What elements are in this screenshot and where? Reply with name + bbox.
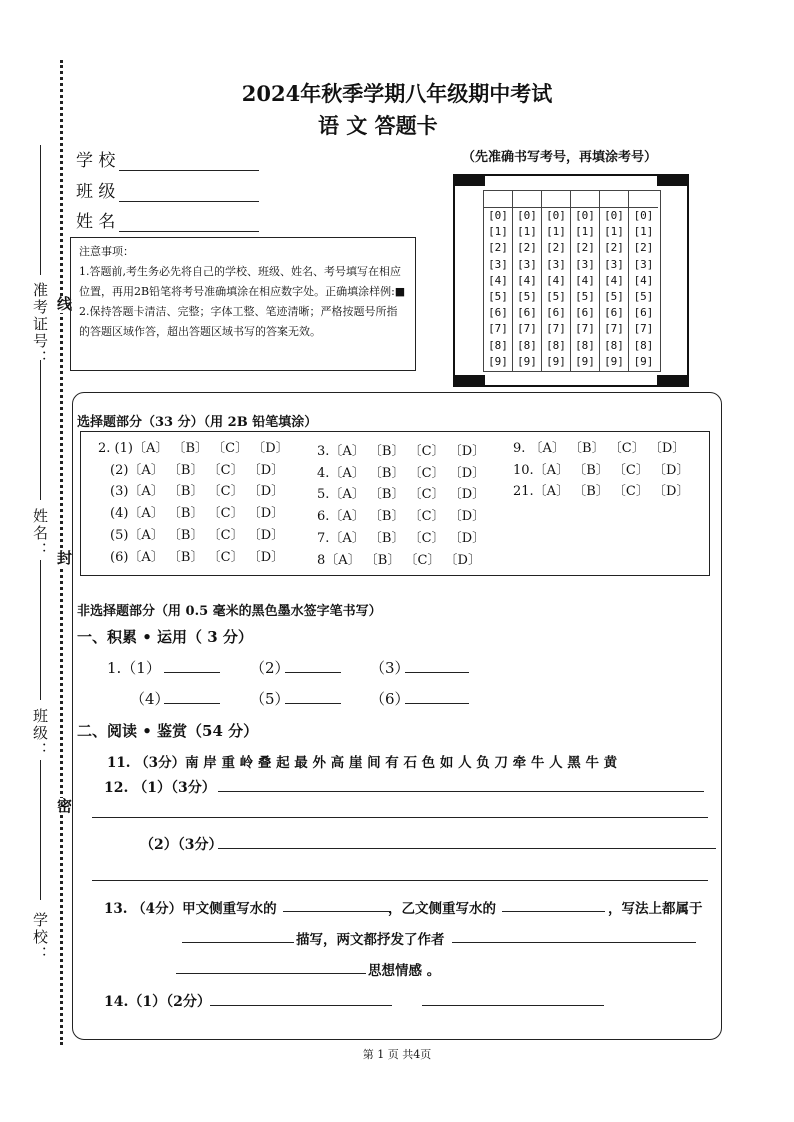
choice-question-row[interactable]: 6.〔A〕 〔B〕 〔C〕 〔D〕 [317, 509, 486, 525]
sidebar-exam-no: 准考证号： [31, 282, 49, 367]
id-digit-bubble[interactable]: [9] [517, 354, 537, 368]
id-digit-bubble[interactable]: [6] [488, 306, 508, 320]
id-digit-bubble[interactable]: [2] [517, 241, 537, 255]
seal-char-feng: 封 [55, 550, 73, 567]
q12-2-blank-a[interactable] [218, 848, 716, 849]
q12-2-blank-b[interactable] [92, 880, 708, 881]
choice-question-row[interactable]: 3.〔A〕 〔B〕 〔C〕 〔D〕 [317, 444, 486, 459]
id-digit-bubble[interactable]: [6] [604, 306, 624, 320]
id-digit-bubble[interactable]: [0] [517, 209, 537, 222]
id-digit-bubble[interactable]: [0] [488, 209, 508, 222]
q12-1-blank-b[interactable] [92, 817, 708, 818]
choice-question-row[interactable]: 4.〔A〕 〔B〕 〔C〕 〔D〕 [317, 465, 486, 481]
id-digit-bubble[interactable]: [5] [488, 289, 508, 303]
q1-1-blank[interactable] [164, 672, 220, 673]
id-digit-bubble[interactable]: [7] [488, 322, 508, 336]
id-digit-bubble[interactable]: [6] [575, 306, 595, 320]
notice-title: 注意事项： [79, 245, 134, 258]
id-digit-bubble[interactable]: [1] [633, 225, 654, 239]
id-column[interactable] [484, 191, 513, 371]
id-digit-bubble[interactable]: [9] [575, 354, 595, 368]
id-digit-bubble[interactable]: [4] [488, 273, 508, 287]
sidebar-school: 学校： [31, 912, 49, 963]
id-digit-bubble[interactable]: [7] [546, 322, 566, 336]
exam-id-grid [453, 174, 689, 387]
choice-question-row[interactable]: 9. 〔A〕 〔B〕 〔C〕 〔D〕 [513, 441, 686, 456]
q13-blank-1[interactable] [283, 911, 391, 912]
choice-question-row[interactable]: 21.〔A〕 〔B〕 〔C〕 〔D〕 [513, 484, 690, 500]
id-digit-bubble[interactable]: [3] [633, 257, 654, 271]
class-field[interactable] [76, 177, 259, 202]
q1-4-label: （4） [130, 690, 170, 708]
choice-question-row[interactable]: (5)〔A〕 〔B〕 〔C〕 〔D〕 [110, 527, 285, 543]
q14-blank-2[interactable] [422, 1005, 604, 1006]
id-digit-bubble[interactable]: [0] [604, 209, 624, 222]
notice-box [70, 237, 416, 371]
school-field[interactable] [76, 146, 259, 171]
id-digit-bubble[interactable]: [3] [575, 257, 595, 271]
id-digit-bubble[interactable]: [8] [633, 338, 654, 352]
q1-1-label: 1.（1） [107, 659, 161, 677]
choice-question-row[interactable]: (4)〔A〕 〔B〕 〔C〕 〔D〕 [110, 506, 285, 522]
id-column[interactable] [629, 191, 658, 371]
q1-2-blank[interactable] [285, 672, 341, 673]
id-digit-bubble[interactable]: [5] [517, 289, 537, 303]
id-digit-bubble[interactable]: [8] [517, 338, 537, 352]
q1-6-blank[interactable] [405, 703, 469, 704]
seal-char-mi: 密 [55, 798, 73, 815]
id-digit-bubble[interactable]: [0] [546, 209, 566, 222]
q12-1-blank-a[interactable] [218, 791, 704, 792]
id-digit-bubble[interactable]: [4] [575, 273, 595, 287]
corner-mark-bl [455, 375, 485, 385]
page-title: 2024年秋季学期八年级期中考试 [241, 81, 553, 106]
q13-part-d: 描写，两文都抒发了作者 [296, 932, 445, 948]
id-digit-bubble[interactable]: [3] [517, 257, 537, 271]
school-line [40, 760, 41, 900]
id-column[interactable] [571, 191, 600, 371]
choice-question-row[interactable]: 5.〔A〕 〔B〕 〔C〕 〔D〕 [317, 487, 486, 503]
choice-question-row[interactable]: 8〔A〕 〔B〕 〔C〕 〔D〕 [317, 552, 481, 568]
id-digit-bubble[interactable]: [7] [517, 322, 537, 336]
notice-item-2: 2.保持答题卡清洁、完整；字体工整、笔迹清晰；严格按题号所指的答题区域作答，超出答题区域书写的答案无效。 [79, 305, 398, 338]
section-1-title: 一、积累 • 运用（ 3 分） [77, 628, 253, 646]
q13-part-b: ，乙文侧重写水的 [388, 901, 496, 917]
q12-1-label: 12. （1）（3分） [104, 780, 216, 796]
id-digit-bubble[interactable]: [8] [488, 338, 508, 352]
id-column[interactable] [542, 191, 571, 371]
seal-char-line: 线 [55, 296, 73, 313]
id-digit-bubble[interactable]: [1] [488, 225, 508, 239]
id-digit-bubble[interactable]: [2] [575, 241, 595, 255]
q1-3-blank[interactable] [405, 672, 469, 673]
choice-heading: 选择题部分（33 分）（用 2B 铅笔填涂） [77, 415, 318, 430]
id-digit-bubble[interactable]: [9] [633, 354, 654, 368]
choice-question-row[interactable]: (6)〔A〕 〔B〕 〔C〕 〔D〕 [110, 549, 285, 565]
notice-item-1: 1.答题前,考生务必先将自己的学校、班级、姓名、考号填写在相应位置，再用2B铅笔将考号准确填涂在相应数字处。正确填涂样例:■ [79, 265, 406, 298]
id-digit-bubble[interactable]: [2] [488, 241, 508, 255]
id-digit-bubble[interactable]: [0] [633, 209, 654, 222]
class-label: 班 级 [76, 182, 116, 202]
corner-mark-br [657, 375, 687, 385]
q12-2-label: （2）（3分） [140, 837, 223, 853]
q1-6-label: （6） [370, 690, 410, 708]
id-digit-bubble[interactable]: [2] [633, 241, 654, 255]
q13-part-e: 思想情感 。 [368, 963, 441, 979]
id-digit-bubble[interactable]: [7] [575, 322, 595, 336]
section-2-title: 二、阅读 • 鉴赏（54 分） [77, 722, 259, 740]
q14-blank-1[interactable] [210, 1005, 392, 1006]
q13-blank-5[interactable] [176, 973, 366, 974]
id-digit-bubble[interactable]: [0] [575, 209, 595, 222]
exam-no-line [40, 145, 41, 275]
id-digit-bubble[interactable]: [5] [546, 289, 566, 303]
id-digit-bubble[interactable]: [4] [633, 273, 654, 287]
q1-2-label: （2） [250, 659, 290, 677]
page-subtitle: 语 文 答题卡 [318, 113, 438, 138]
sidebar-name: 姓名： [31, 508, 49, 559]
id-digit-bubble[interactable]: [9] [546, 354, 566, 368]
q11-text: 11. （3分）南 岸 重 岭 叠 起 最 外 高 崖 间 有 石 色 如 人 负 刀 牵 牛 人 黑 牛 黄 [107, 755, 618, 771]
corner-mark-tr [657, 176, 687, 186]
q13-blank-2[interactable] [502, 911, 605, 912]
id-digit-bubble[interactable]: [1] [546, 225, 566, 239]
q13-part-a: 13. （4分）甲文侧重写水的 [104, 901, 277, 917]
q13-blank-4[interactable] [452, 942, 696, 943]
id-digit-grid[interactable] [483, 190, 661, 372]
id-digit-bubble[interactable]: [1] [517, 225, 537, 239]
id-column[interactable] [513, 191, 542, 371]
id-digit-bubble[interactable]: [4] [604, 273, 624, 287]
corner-mark-tl [455, 176, 485, 186]
id-digit-bubble[interactable]: [6] [517, 306, 537, 320]
q1-4-blank[interactable] [164, 703, 220, 704]
id-digit-bubble[interactable]: [1] [575, 225, 595, 239]
id-digit-bubble[interactable]: [7] [633, 322, 654, 336]
q1-3-label: （3） [370, 659, 410, 677]
id-digit-bubble[interactable]: [1] [604, 225, 624, 239]
nonchoice-heading: 非选择题部分（用 0.5 毫米的黑色墨水签字笔书写） [77, 604, 382, 619]
id-digit-bubble[interactable]: [9] [604, 354, 624, 368]
q14-label: 14.（1）（2分） [104, 994, 211, 1010]
class-line [40, 560, 41, 700]
q1-5-blank[interactable] [285, 703, 341, 704]
choice-question-row[interactable]: 10.〔A〕 〔B〕 〔C〕 〔D〕 [513, 462, 690, 478]
choice-question-row[interactable]: (2)〔A〕 〔B〕 〔C〕 〔D〕 [110, 462, 285, 478]
id-digit-bubble[interactable]: [2] [604, 241, 624, 255]
id-digit-bubble[interactable]: [2] [546, 241, 566, 255]
id-digit-bubble[interactable]: [5] [575, 289, 595, 303]
id-digit-bubble[interactable]: [8] [575, 338, 595, 352]
school-label: 学 校 [76, 151, 116, 171]
id-digit-bubble[interactable]: [6] [546, 306, 566, 320]
id-digit-bubble[interactable]: [5] [633, 289, 654, 303]
name-line [40, 360, 41, 500]
page-footer: 第 1 页 共4页 [362, 1048, 432, 1061]
id-instruction: （先准确书写考号，再填涂考号） [462, 150, 658, 165]
name-label: 姓 名 [76, 212, 116, 232]
id-digit-bubble[interactable]: [8] [546, 338, 566, 352]
name-field[interactable] [76, 207, 259, 232]
id-digit-bubble[interactable]: [4] [546, 273, 566, 287]
id-digit-bubble[interactable]: [7] [604, 322, 624, 336]
q1-5-label: （5） [250, 690, 290, 708]
q13-blank-3[interactable] [182, 942, 294, 943]
id-digit-bubble[interactable]: [3] [604, 257, 624, 271]
sidebar-class: 班级： [31, 708, 49, 759]
id-digit-bubble[interactable]: [6] [633, 306, 654, 320]
choice-question-row[interactable]: (3)〔A〕 〔B〕 〔C〕 〔D〕 [110, 484, 285, 500]
id-digit-bubble[interactable]: [3] [488, 257, 508, 271]
choice-question-row[interactable]: 7.〔A〕 〔B〕 〔C〕 〔D〕 [317, 530, 486, 546]
id-digit-bubble[interactable]: [3] [546, 257, 566, 271]
id-digit-bubble[interactable]: [8] [604, 338, 624, 352]
choice-question-row[interactable]: 2. (1)〔A〕 〔B〕 〔C〕 〔D〕 [98, 441, 289, 456]
q13-part-c: ，写法上都属于 [608, 901, 703, 917]
id-digit-bubble[interactable]: [4] [517, 273, 537, 287]
id-digit-bubble[interactable]: [5] [604, 289, 624, 303]
id-digit-bubble[interactable]: [9] [488, 354, 508, 368]
id-column[interactable] [600, 191, 629, 371]
